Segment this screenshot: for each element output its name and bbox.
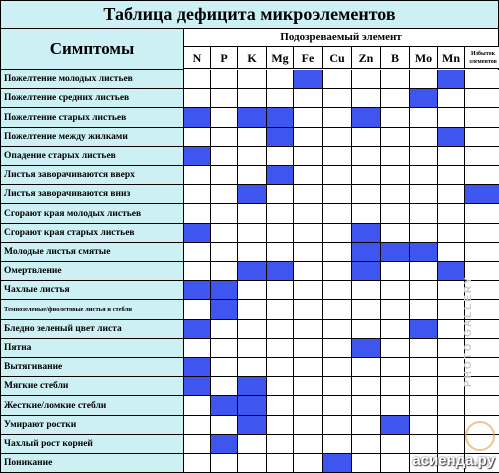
watermark: PHOTO GALLERY — [463, 275, 474, 387]
table-cell — [323, 358, 352, 377]
table-cell — [267, 281, 294, 300]
table-cell — [294, 185, 323, 204]
symptom-label: Чахлые листья — [1, 281, 184, 300]
table-cell — [294, 435, 323, 454]
table-cell — [267, 147, 294, 166]
table-cell — [323, 108, 352, 128]
table-cell — [211, 358, 238, 377]
table-cell — [438, 89, 465, 108]
table-cell — [352, 358, 381, 377]
marked-cell — [184, 147, 211, 166]
table-cell — [184, 416, 211, 435]
site-watermark: асиенда.ру — [412, 452, 495, 469]
table-cell — [410, 166, 438, 185]
table-cell — [211, 70, 238, 89]
table-cell — [238, 454, 267, 473]
symptom-label: Поникание — [1, 454, 184, 473]
table-cell — [410, 281, 438, 300]
marked-cell — [352, 108, 381, 128]
marked-cell — [352, 243, 381, 262]
table-cell — [323, 70, 352, 89]
marked-cell — [381, 416, 410, 435]
marked-cell — [238, 377, 267, 396]
table-cell — [410, 224, 438, 243]
table-cell — [184, 243, 211, 262]
table-cell — [352, 128, 381, 147]
table-cell — [211, 377, 238, 396]
table-cell — [352, 204, 381, 224]
table-cell — [410, 128, 438, 147]
table-cell — [267, 377, 294, 396]
symptom-label: Мягкие стебли — [1, 377, 184, 396]
marked-cell — [410, 89, 438, 108]
table-cell — [381, 166, 410, 185]
table-cell — [267, 416, 294, 435]
table-cell — [381, 128, 410, 147]
marked-cell — [184, 108, 211, 128]
column-header-4: Fe — [294, 47, 323, 69]
table-cell — [323, 185, 352, 204]
table-cell — [323, 435, 352, 454]
symptom-label: Пожелтение молодых листьев — [1, 70, 184, 89]
marked-cell — [438, 262, 465, 281]
watermark-logo-icon — [465, 421, 495, 451]
table-cell — [438, 243, 465, 262]
table-cell — [352, 281, 381, 300]
marked-cell — [238, 108, 267, 128]
table-cell — [438, 358, 465, 377]
table-cell — [323, 339, 352, 358]
table-cell — [238, 300, 267, 320]
table-cell — [381, 454, 410, 473]
table-cell — [267, 396, 294, 416]
table-cell — [184, 396, 211, 416]
marked-cell — [184, 281, 211, 300]
table-cell — [381, 185, 410, 204]
table-cell — [294, 416, 323, 435]
table-cell — [238, 358, 267, 377]
table-cell — [184, 166, 211, 185]
table-cell — [465, 70, 499, 89]
table-cell — [381, 300, 410, 320]
table-cell — [410, 70, 438, 89]
table-cell — [294, 358, 323, 377]
table-cell — [211, 204, 238, 224]
table-cell — [352, 166, 381, 185]
table-cell — [352, 300, 381, 320]
symptom-label: Молодые листья смятые — [1, 243, 184, 262]
table-cell — [352, 70, 381, 89]
table-cell — [438, 281, 465, 300]
table-cell — [184, 89, 211, 108]
marked-cell — [294, 70, 323, 89]
table-cell — [352, 89, 381, 108]
table-cell — [211, 147, 238, 166]
table-cell — [381, 435, 410, 454]
table-cell — [438, 300, 465, 320]
table-cell — [294, 204, 323, 224]
table-cell — [211, 89, 238, 108]
table-cell — [267, 224, 294, 243]
table-cell — [238, 435, 267, 454]
elements-header: Подозреваемый элемент — [184, 29, 498, 47]
table-cell — [211, 166, 238, 185]
symptom-label: Сгорают края молодых листьев — [1, 204, 184, 224]
symptom-label: Пожелтение между жилками — [1, 128, 184, 147]
table-cell — [352, 435, 381, 454]
table-cell — [323, 416, 352, 435]
table-cell — [267, 320, 294, 339]
table-cell — [323, 243, 352, 262]
symptom-label: Жесткие/ломкие стебли — [1, 396, 184, 416]
table-cell — [465, 89, 499, 108]
table-cell — [465, 281, 499, 300]
table-cell — [465, 339, 499, 358]
symptom-label: Опадение старых листьев — [1, 147, 184, 166]
table-cell — [184, 262, 211, 281]
symptom-label: Сгорают края старых листьев — [1, 224, 184, 243]
marked-cell — [238, 416, 267, 435]
table-cell — [381, 281, 410, 300]
table-cell — [238, 147, 267, 166]
symptom-label: Пожелтение средних листьев — [1, 89, 184, 108]
symptom-label: Темнозеленые/фиолетовые листья и стебли — [1, 300, 184, 320]
table-cell — [323, 147, 352, 166]
column-header-9: Mn — [438, 47, 465, 69]
table-cell — [294, 339, 323, 358]
table-cell — [211, 339, 238, 358]
marked-cell — [184, 377, 211, 396]
table-cell — [294, 224, 323, 243]
table-cell — [438, 147, 465, 166]
marked-cell — [410, 243, 438, 262]
table-cell — [381, 204, 410, 224]
table-cell — [438, 166, 465, 185]
table-cell — [267, 243, 294, 262]
table-cell — [294, 147, 323, 166]
table-cell — [294, 89, 323, 108]
symptom-label: Листья заворачиваются вниз — [1, 185, 184, 204]
symptom-label: Омертвление — [1, 262, 184, 281]
table-cell — [410, 377, 438, 396]
table-cell — [184, 454, 211, 473]
table-cell — [381, 224, 410, 243]
symptom-label: Бледно зеленый цвет листа — [1, 320, 184, 339]
table-cell — [438, 224, 465, 243]
marked-cell — [352, 339, 381, 358]
table-cell — [238, 281, 267, 300]
marked-cell — [465, 185, 499, 204]
table-cell — [184, 339, 211, 358]
table-cell — [465, 358, 499, 377]
table-cell — [465, 128, 499, 147]
column-header-5: Cu — [323, 47, 352, 69]
marked-cell — [238, 262, 267, 281]
column-header-10: Избыток элементов — [465, 47, 499, 69]
table-cell — [352, 377, 381, 396]
table-cell — [294, 454, 323, 473]
table-cell — [438, 396, 465, 416]
table-cell — [381, 396, 410, 416]
table-cell — [438, 108, 465, 128]
table-cell — [267, 185, 294, 204]
table-cell — [267, 339, 294, 358]
table-cell — [323, 166, 352, 185]
table-cell — [294, 262, 323, 281]
table-cell — [238, 204, 267, 224]
marked-cell — [438, 70, 465, 89]
table-cell — [267, 454, 294, 473]
table-cell — [410, 358, 438, 377]
table-cell — [211, 454, 238, 473]
table-cell — [211, 262, 238, 281]
table-cell — [352, 396, 381, 416]
table-cell — [294, 320, 323, 339]
column-header-2: K — [238, 47, 267, 69]
marked-cell — [184, 320, 211, 339]
marked-cell — [211, 300, 238, 320]
table-cell — [294, 300, 323, 320]
table-cell — [381, 262, 410, 281]
column-header-6: Zn — [352, 47, 381, 69]
table-cell — [294, 243, 323, 262]
table-cell — [352, 147, 381, 166]
table-cell — [381, 358, 410, 377]
table-cell — [238, 224, 267, 243]
table-cell — [184, 435, 211, 454]
table-cell — [410, 204, 438, 224]
table-cell — [323, 204, 352, 224]
table-cell — [238, 70, 267, 89]
table-cell — [381, 339, 410, 358]
table-cell — [267, 300, 294, 320]
marked-cell — [238, 396, 267, 416]
table-cell — [238, 320, 267, 339]
table-cell — [294, 396, 323, 416]
column-header-1: P — [211, 47, 238, 69]
table-cell — [410, 262, 438, 281]
table-cell — [381, 147, 410, 166]
marked-cell — [267, 166, 294, 185]
column-header-0: N — [184, 47, 211, 69]
table-cell — [294, 128, 323, 147]
marked-cell — [211, 435, 238, 454]
table-cell — [238, 89, 267, 108]
marked-cell — [238, 185, 267, 204]
table-cell — [323, 377, 352, 396]
marked-cell — [267, 262, 294, 281]
marked-cell — [323, 454, 352, 473]
table-cell — [211, 185, 238, 204]
table-cell — [294, 166, 323, 185]
table-cell — [184, 185, 211, 204]
table-cell — [323, 224, 352, 243]
table-cell — [465, 377, 499, 396]
table-cell — [410, 185, 438, 204]
table-cell — [381, 89, 410, 108]
table-cell — [294, 377, 323, 396]
table-cell — [184, 128, 211, 147]
table-cell — [438, 320, 465, 339]
table-cell — [323, 281, 352, 300]
table-cell — [465, 204, 499, 224]
table-cell — [465, 166, 499, 185]
symptom-label: Пятна — [1, 339, 184, 358]
marked-cell — [184, 358, 211, 377]
table-cell — [465, 300, 499, 320]
table-cell — [410, 300, 438, 320]
symptom-label: Листья заворачиваются вверх — [1, 166, 184, 185]
table-cell — [323, 320, 352, 339]
table-cell — [238, 243, 267, 262]
table-cell — [267, 358, 294, 377]
table-cell — [323, 396, 352, 416]
table-cell — [438, 204, 465, 224]
table-cell — [465, 108, 499, 128]
marked-cell — [267, 128, 294, 147]
table-cell — [381, 108, 410, 128]
table-cell — [211, 416, 238, 435]
table-cell — [381, 70, 410, 89]
table-cell — [323, 300, 352, 320]
table-cell — [211, 224, 238, 243]
table-cell — [438, 377, 465, 396]
table-cell — [211, 108, 238, 128]
table-cell — [184, 204, 211, 224]
table-cell — [267, 204, 294, 224]
table-cell — [352, 416, 381, 435]
marked-cell — [352, 262, 381, 281]
table-cell — [238, 128, 267, 147]
table-title: Таблица дефицита микроэлементов — [1, 1, 498, 29]
table-cell — [410, 416, 438, 435]
table-cell — [238, 166, 267, 185]
table-cell — [465, 396, 499, 416]
table-cell — [438, 416, 465, 435]
marked-cell — [381, 243, 410, 262]
table-cell — [294, 281, 323, 300]
table-cell — [465, 243, 499, 262]
table-cell — [381, 320, 410, 339]
table-cell — [267, 435, 294, 454]
table-cell — [465, 320, 499, 339]
table-cell — [465, 262, 499, 281]
table-cell — [352, 320, 381, 339]
table-cell — [294, 108, 323, 128]
table-cell — [438, 339, 465, 358]
table-cell — [410, 147, 438, 166]
table-cell — [211, 320, 238, 339]
marked-cell — [184, 224, 211, 243]
table-cell — [352, 454, 381, 473]
column-header-8: Mo — [410, 47, 438, 69]
table-cell — [323, 89, 352, 108]
marked-cell — [211, 396, 238, 416]
table-cell — [381, 377, 410, 396]
table-cell — [465, 224, 499, 243]
table-cell — [323, 128, 352, 147]
table-cell — [184, 300, 211, 320]
table-cell — [211, 128, 238, 147]
column-header-3: Mg — [267, 47, 294, 69]
table-cell — [438, 185, 465, 204]
symptom-label: Пожелтение старых листьев — [1, 108, 184, 128]
table-cell — [267, 89, 294, 108]
table-cell — [184, 70, 211, 89]
table-cell — [267, 70, 294, 89]
table-cell — [352, 185, 381, 204]
table-cell — [410, 396, 438, 416]
symptoms-header: Симптомы — [1, 29, 184, 70]
marked-cell — [438, 128, 465, 147]
column-header-7: B — [381, 47, 410, 69]
symptom-label: Вытягивание — [1, 358, 184, 377]
table-cell — [410, 339, 438, 358]
table-cell — [465, 147, 499, 166]
symptom-label: Чахлый рост корней — [1, 435, 184, 454]
table-cell — [410, 108, 438, 128]
marked-cell — [352, 224, 381, 243]
marked-cell — [267, 108, 294, 128]
table-cell — [211, 243, 238, 262]
table-cell — [323, 262, 352, 281]
table-cell — [238, 339, 267, 358]
marked-cell — [410, 320, 438, 339]
symptom-label: Умирают ростки — [1, 416, 184, 435]
marked-cell — [211, 281, 238, 300]
